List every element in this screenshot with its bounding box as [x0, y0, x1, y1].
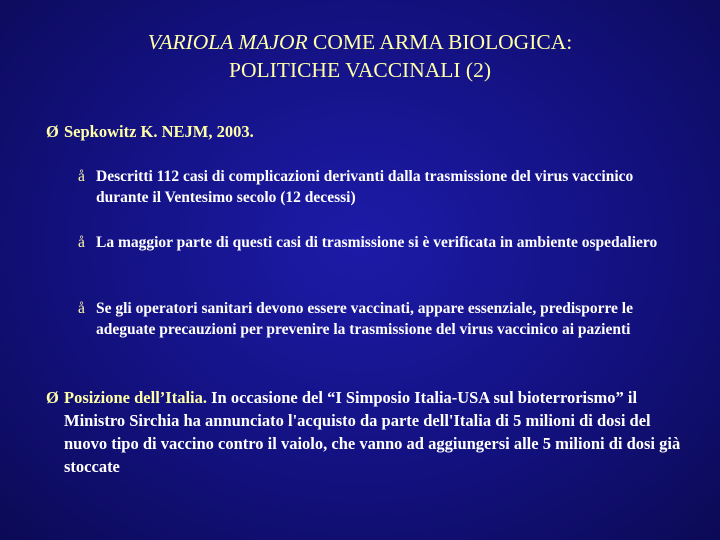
title-line-2: POLITICHE VACCINALI (2): [229, 58, 491, 82]
subbullet-text: Descritti 112 casi di complicazioni derivanti dalla trasmissione del virus vaccinico durante il Ventesimo secolo (12 decessi): [96, 168, 634, 206]
subbullet-marker-icon: å: [78, 234, 85, 251]
bullet-body: In occasione del “I Simposio Italia-USA sul bioterrorismo” il Ministro Sirchia ha annunciato l'acquisto da parte dell'Italia di 5 milioni di dosi del nuovo tipo di vaccino contro il vaiolo, che vanno ad aggiungersi alle 5 milioni di dosi già stoccate: [64, 388, 681, 476]
subbullet-marker-icon: å: [78, 300, 85, 317]
title-italic: VARIOLA MAJOR: [147, 30, 308, 54]
bullet-text: Sepkowitz K. NEJM, 2003.: [64, 122, 254, 141]
arrow-bullet-icon: Ø: [46, 122, 59, 141]
arrow-bullet-icon: Ø: [46, 388, 59, 407]
title-line-1-rest: COME ARMA BIOLOGICA:: [307, 30, 573, 54]
subbullet-text: La maggior parte di questi casi di trasmissione si è verificata in ambiente ospedaliero: [96, 234, 658, 251]
slide-title: [0, 28, 720, 84]
subbullet-text: Se gli operatori sanitari devono essere vaccinati, appare essenziale, predisporre le adeguate precauzioni per prevenire la trasmissione del virus vaccinico ai pazienti: [96, 300, 633, 338]
bullet-highlight: Posizione dell’Italia.: [64, 388, 207, 407]
bullet-text: [64, 386, 694, 478]
title-line-1: [0, 28, 720, 56]
subbullet-marker-icon: å: [78, 168, 85, 185]
